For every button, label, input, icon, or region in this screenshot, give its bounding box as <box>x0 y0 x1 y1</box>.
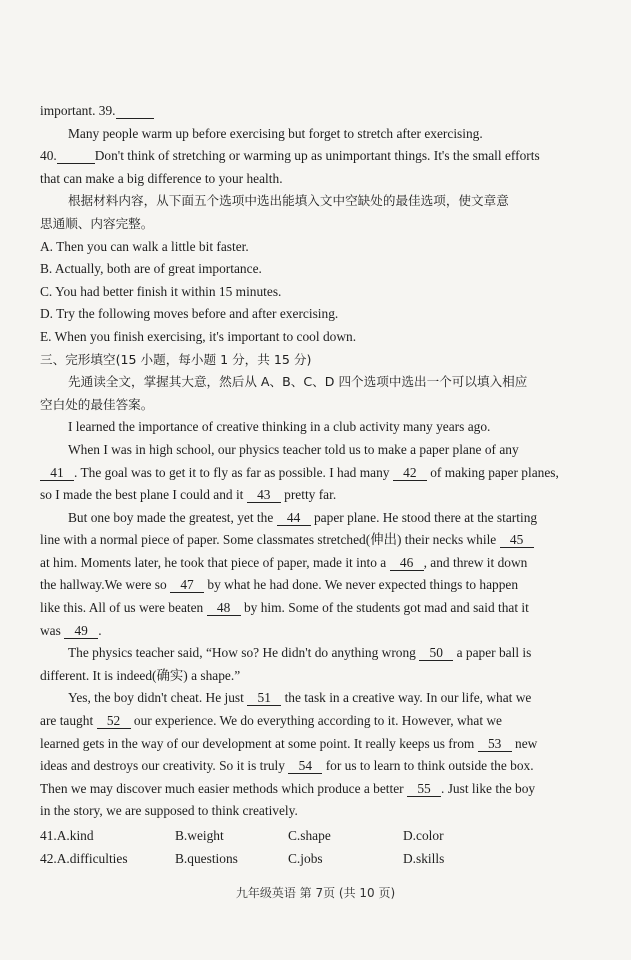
passage-text: so I made the best plane I could and it <box>40 487 244 503</box>
passage-text: . The goal was to get it to fly as far as possible. I had many <box>74 464 390 480</box>
text-line <box>40 687 581 710</box>
passage-text: , and threw it down <box>423 554 528 570</box>
question-number: 41. <box>40 828 57 843</box>
text-line <box>40 484 581 507</box>
passage-text: The physics teacher said, “How so? He didn't do anything wrong <box>68 645 416 661</box>
text-line <box>40 574 581 597</box>
choice-c: C. You had better finish it within 15 minutes. <box>40 283 282 299</box>
passage-text: ideas and destroys our creativity. So it is truly <box>40 758 285 774</box>
answer-blank-48: 48 <box>207 601 241 616</box>
passage-text: are taught <box>40 713 94 729</box>
answer-blank-49: 49 <box>64 624 98 639</box>
text-line <box>40 597 581 620</box>
text-line <box>40 145 581 168</box>
option-c: C.shape <box>288 828 331 843</box>
text-line <box>40 462 581 485</box>
passage-text: When I was in high school, our physics teacher told us to make a paper plane of any <box>68 441 519 457</box>
passage-text: But one boy made the greatest, yet the <box>68 509 274 525</box>
options-table <box>40 825 581 870</box>
answer-blank-51: 51 <box>247 691 281 706</box>
passage-text: by him. Some of the students got mad and said that it <box>243 600 529 616</box>
answer-blank-44: 44 <box>277 511 311 526</box>
passage-text: . Just like the boy <box>441 780 536 796</box>
answer-blank-50: 50 <box>419 646 453 661</box>
answer-blank-39 <box>116 104 154 119</box>
text-line <box>40 507 581 530</box>
text-line <box>40 665 581 688</box>
passage-text: our experience. We do everything according to it. However, what we <box>133 713 502 729</box>
question-number: 42. <box>40 850 57 866</box>
passage-text: . <box>98 622 102 638</box>
section-heading: 三、完形填空(15 小题，每小题 1 分，共 15 分) <box>40 351 312 367</box>
passage-text: for us to learn to think outside the box. <box>325 758 534 774</box>
choice-b: B. Actually, both are of great importance. <box>40 261 262 277</box>
text-line <box>40 800 581 823</box>
answer-blank-45: 45 <box>500 533 534 548</box>
answer-blank-52: 52 <box>97 714 131 729</box>
option-b: B.weight <box>175 828 224 843</box>
question-number: 40. <box>40 148 57 164</box>
passage-text: Don't think of stretching or warming up as unimportant things. It's the small efforts <box>94 148 540 164</box>
text-line <box>40 710 581 733</box>
passage-text: was <box>40 622 61 638</box>
passage-text: line with a normal piece of paper. Some classmates stretched(伸出) their necks while <box>40 532 497 548</box>
text-line <box>40 123 581 146</box>
text-line <box>40 552 581 575</box>
passage-text: Many people warm up before exercising but forget to stretch after exercising. <box>68 125 483 141</box>
passage-text: by what he had done. We never expected things to happen <box>207 577 519 593</box>
option-d: D.skills <box>403 850 445 866</box>
passage-text: Yes, the boy didn't cheat. He just <box>68 690 244 706</box>
instruction-line: 思通顺、内容完整。 <box>40 215 154 231</box>
choice-e: E. When you finish exercising, it's important to cool down. <box>40 328 357 344</box>
passage-text: learned gets in the way of our development at some point. It really keeps us from <box>40 735 475 751</box>
page-footer: 九年级英语 第 7页 (共 10 页) <box>235 886 396 900</box>
answer-blank-42: 42 <box>393 466 427 481</box>
passage-text: the hallway.We were so <box>40 577 167 593</box>
passage-text: like this. All of us were beaten <box>40 600 204 616</box>
choice-d: D. Try the following moves before and after exercising. <box>40 306 339 322</box>
passage-text: at him. Moments later, he took that piece of paper, made it into a <box>40 554 387 570</box>
instruction-line: 先通读全文，掌握其大意，然后从 A、B、C、D 四个选项中选出一个可以填入相应 <box>68 374 528 390</box>
option-b: B.questions <box>175 850 238 866</box>
answer-blank-54: 54 <box>288 759 322 774</box>
text-line <box>40 620 581 643</box>
passage-text: the task in a creative way. In our life, what we <box>284 690 532 706</box>
passage-text: different. It is indeed(确实) a shape.” <box>40 667 241 683</box>
text-line <box>40 755 581 778</box>
answer-blank-47: 47 <box>170 578 204 593</box>
text-line <box>40 439 581 462</box>
passage-text: new <box>515 735 538 751</box>
text-line <box>40 416 581 439</box>
text-line <box>40 778 581 801</box>
option-a: A.difficulties <box>56 850 128 866</box>
option-d: D.color <box>403 828 444 843</box>
instruction-line: 空白处的最佳答案。 <box>40 396 154 412</box>
passage-text: Then we may discover much easier methods which produce a better <box>40 780 404 796</box>
passage-text: I learned the importance of creative thinking in a club activity many years ago. <box>68 419 491 435</box>
option-row-42 <box>40 848 581 871</box>
instruction-line: 根据材料内容，从下面五个选项中选出能填入文中空缺处的最佳选项，使文章意 <box>68 193 509 209</box>
answer-blank-53: 53 <box>478 737 512 752</box>
passage-text: paper plane. He stood there at the starting <box>313 509 538 525</box>
text-line <box>40 733 581 756</box>
answer-blank-40 <box>57 149 95 164</box>
passage-text: of making paper planes, <box>430 464 559 480</box>
passage-text: in the story, we are supposed to think creatively. <box>40 803 298 819</box>
answer-blank-55: 55 <box>407 782 441 797</box>
passage-text: a paper ball is <box>456 645 532 661</box>
choice-a: A. Then you can walk a little bit faster. <box>40 238 249 254</box>
answer-blank-41: 41 <box>40 466 74 481</box>
passage-text: that can make a big difference to your health. <box>40 170 283 186</box>
answer-blank-43: 43 <box>247 488 281 503</box>
option-a: A.kind <box>56 828 94 843</box>
answer-blank-46: 46 <box>390 556 424 571</box>
passage-text: important. 39. <box>40 103 116 118</box>
passage-text: pretty far. <box>284 487 337 503</box>
text-line <box>40 100 581 123</box>
text-line <box>40 529 581 552</box>
text-line <box>40 168 581 191</box>
option-row-41 <box>40 825 581 848</box>
text-line <box>40 642 581 665</box>
option-c: C.jobs <box>288 850 323 866</box>
